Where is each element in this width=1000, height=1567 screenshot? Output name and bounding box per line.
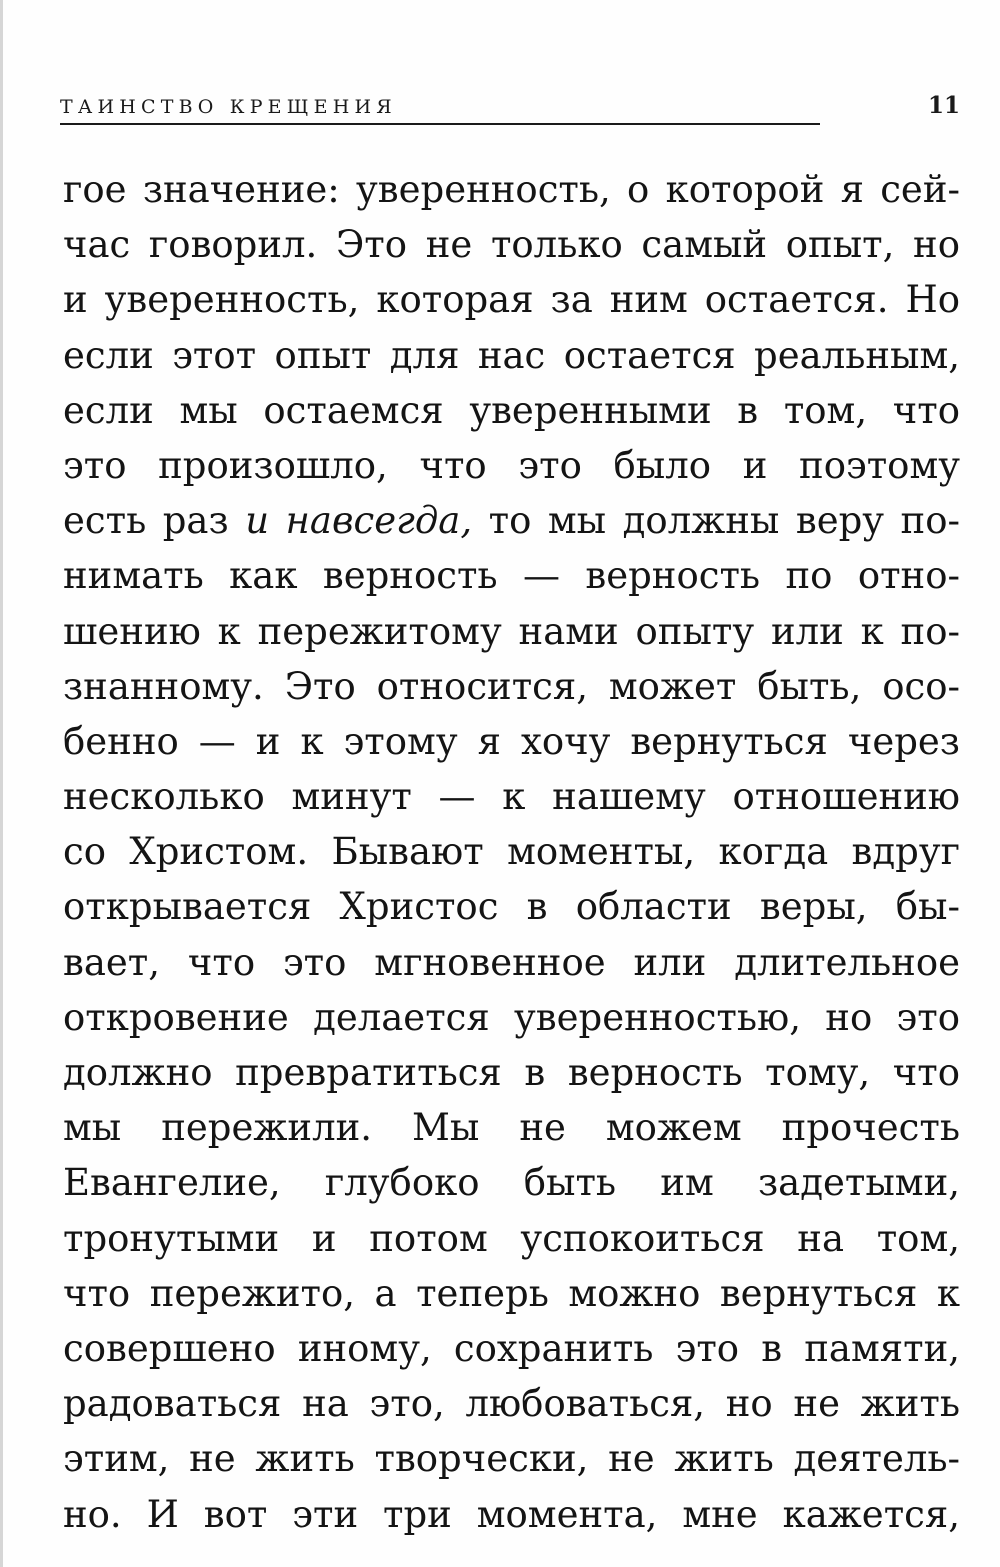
text-line-segment: знанному. Это относится, может быть, осо- (63, 664, 960, 708)
text-line (63, 1321, 960, 1376)
text-line (63, 493, 960, 548)
text-line-italic: и навсегда, (245, 499, 473, 543)
text-line (63, 217, 960, 272)
text-line-segment: но. И вот эти три момента, мне кажется, (63, 1492, 960, 1536)
text-line-segment: открывается Христос в области веры, бы- (63, 885, 960, 929)
text-line-segment: гое значение: уверенность, о которой я сей- (63, 168, 960, 211)
text-line (63, 659, 960, 714)
text-line (63, 824, 960, 879)
text-line (63, 328, 960, 383)
text-line-segment: должно превратиться в верность тому, что (63, 1051, 960, 1094)
text-line (63, 1376, 960, 1431)
text-line (63, 879, 960, 934)
text-line (63, 714, 960, 769)
text-line (63, 383, 960, 438)
text-line (63, 1266, 960, 1321)
text-line-segment: радоваться на это, любоваться, но не жить (63, 1382, 960, 1426)
running-title: ТАИНСТВО КРЕЩЕНИЯ (60, 96, 397, 118)
text-line (63, 769, 960, 824)
text-line-segment: со Христом. Бывают моменты, когда вдруг (63, 830, 960, 874)
text-line-segment: мы пережили. Мы не можем прочесть (63, 1106, 960, 1150)
text-line-segment: вает, что это мгновенное или длительное (63, 940, 960, 984)
text-line (63, 935, 960, 990)
text-line-segment: это произошло, что это было и поэтому (63, 443, 960, 487)
text-line (63, 1045, 960, 1100)
text-line-segment: совершено иному, сохранить это в памяти, (63, 1326, 960, 1370)
text-line (63, 1211, 960, 1266)
text-line-segment: есть раз (63, 499, 246, 543)
text-line-segment: откровение делается уверенностью, но это (63, 995, 960, 1039)
text-line (63, 604, 960, 659)
text-line-segment: несколько минут — к нашему отношению (63, 775, 960, 819)
text-line-segment: что пережито, а теперь можно вернуться к (63, 1271, 960, 1315)
text-line-segment: бенно — и к этому я хочу вернуться через (63, 719, 960, 763)
running-header (60, 90, 960, 130)
text-line (63, 1155, 960, 1210)
text-line-segment: если этот опыт для нас остается реальным, (63, 333, 960, 377)
text-line (63, 272, 960, 327)
text-line (63, 438, 960, 493)
page-edge-shadow (0, 0, 3, 1567)
page-number: 11 (927, 92, 960, 119)
body-text (63, 162, 960, 1542)
text-line-segment: если мы остаемся уверенными в том, что (63, 388, 960, 432)
header-rule (60, 123, 820, 125)
text-line-segment: и уверенность, которая за ним остается. Но (63, 278, 960, 322)
text-line (63, 1431, 960, 1486)
text-line (63, 162, 960, 217)
text-line-segment: нимать как верность — верность по отно- (63, 554, 960, 598)
text-line-segment: то мы должны веру по- (472, 499, 960, 543)
text-line-segment: Евангелие, глубоко быть им задетыми, (63, 1161, 960, 1205)
text-line (63, 548, 960, 603)
text-line (63, 1487, 960, 1542)
text-line (63, 1100, 960, 1155)
text-line-segment: тронутыми и потом успокоиться на том, (63, 1216, 960, 1260)
text-line-segment: этим, не жить творчески, не жить деятель- (63, 1437, 960, 1481)
text-line (63, 990, 960, 1045)
text-line-segment: шению к пережитому нами опыту или к по- (63, 609, 960, 653)
text-line-segment: час говорил. Это не только самый опыт, но (63, 223, 960, 267)
